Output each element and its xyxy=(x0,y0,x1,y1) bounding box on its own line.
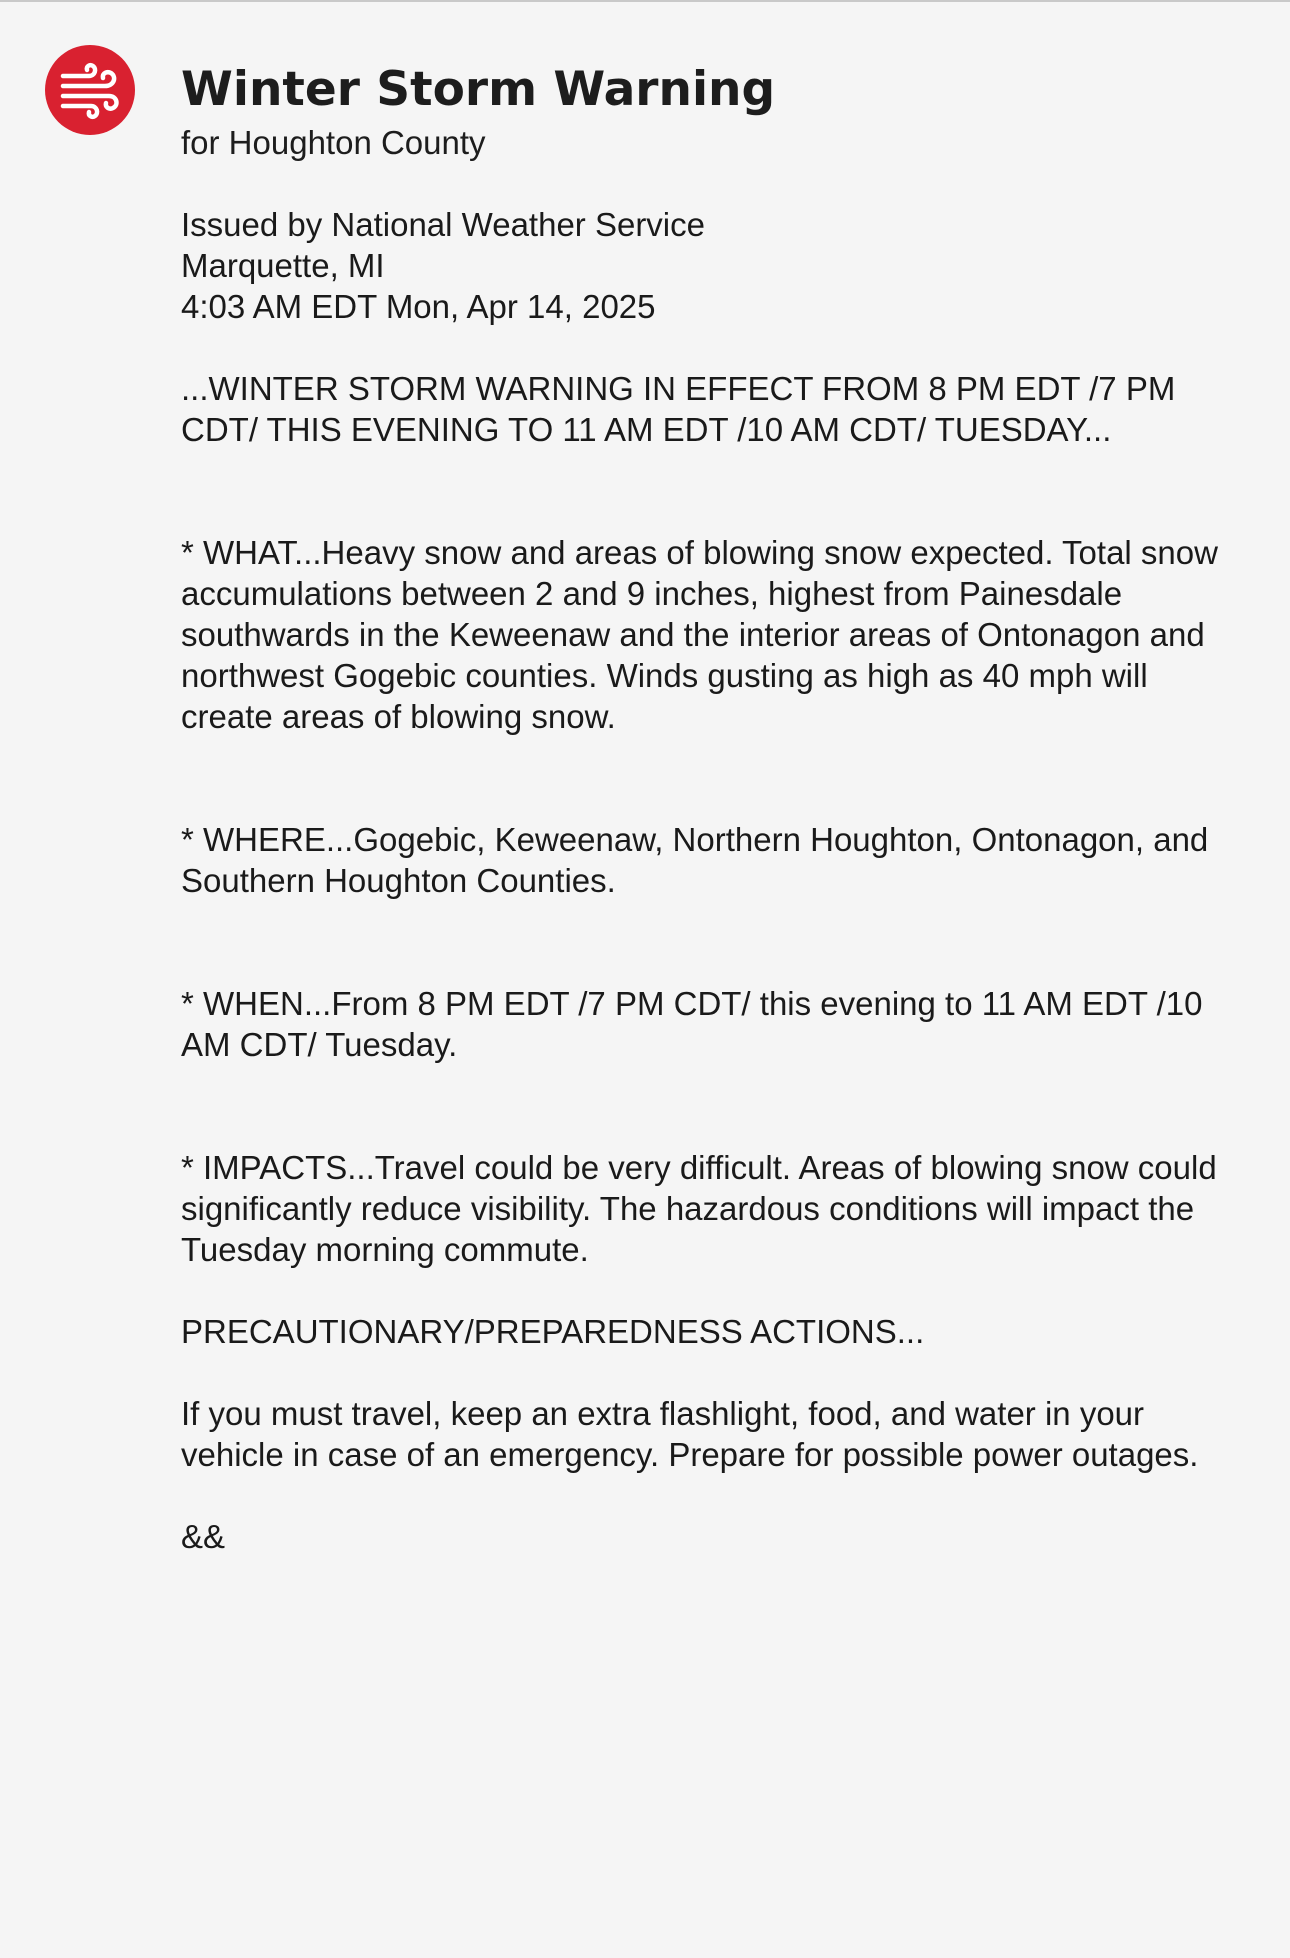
alert-title: Winter Storm Warning xyxy=(181,62,776,117)
where-section: * WHERE...Gogebic, Keweenaw, Northern Houghton, Ontonagon, and Southern Houghton Counties. xyxy=(181,821,1209,899)
when-section: * WHEN...From 8 PM EDT /7 PM CDT/ this evening to 11 AM EDT /10 AM CDT/ Tuesday. xyxy=(181,985,1203,1063)
what-section: * WHAT...Heavy snow and areas of blowing snow expected. Total snow accumulations between 2 and 9 inches, highest from Painesdale southwards in the Keweenaw and the interior areas of Ontonagon and northwest Gogebic counties. Winds gusting as high as 40 mph will create areas of blowing snow. xyxy=(181,534,1218,735)
precautionary-heading: PRECAUTIONARY/PREPAREDNESS ACTIONS... xyxy=(181,1313,925,1350)
issuing-office: Marquette, MI xyxy=(181,247,385,284)
alert-headline: ...WINTER STORM WARNING IN EFFECT FROM 8 PM EDT /7 PM CDT/ THIS EVENING TO 11 AM EDT /10 AM CDT/ TUESDAY... xyxy=(181,370,1176,448)
top-divider xyxy=(0,0,1290,2)
alert-content xyxy=(181,60,1241,1557)
issued-by: Issued by National Weather Service xyxy=(181,206,705,243)
precautionary-text: If you must travel, keep an extra flashlight, food, and water in your vehicle in case of an emergency. Prepare for possible power outages. xyxy=(181,1395,1199,1473)
alert-subtitle: for Houghton County xyxy=(181,124,486,161)
wind-icon xyxy=(45,45,135,135)
issued-time: 4:03 AM EDT Mon, Apr 14, 2025 xyxy=(181,288,656,325)
message-terminator: && xyxy=(181,1518,226,1555)
impacts-section: * IMPACTS...Travel could be very difficult. Areas of blowing snow could significantly reduce visibility. The hazardous conditions will impact the Tuesday morning commute. xyxy=(181,1149,1217,1268)
issuer-block xyxy=(181,204,1241,327)
